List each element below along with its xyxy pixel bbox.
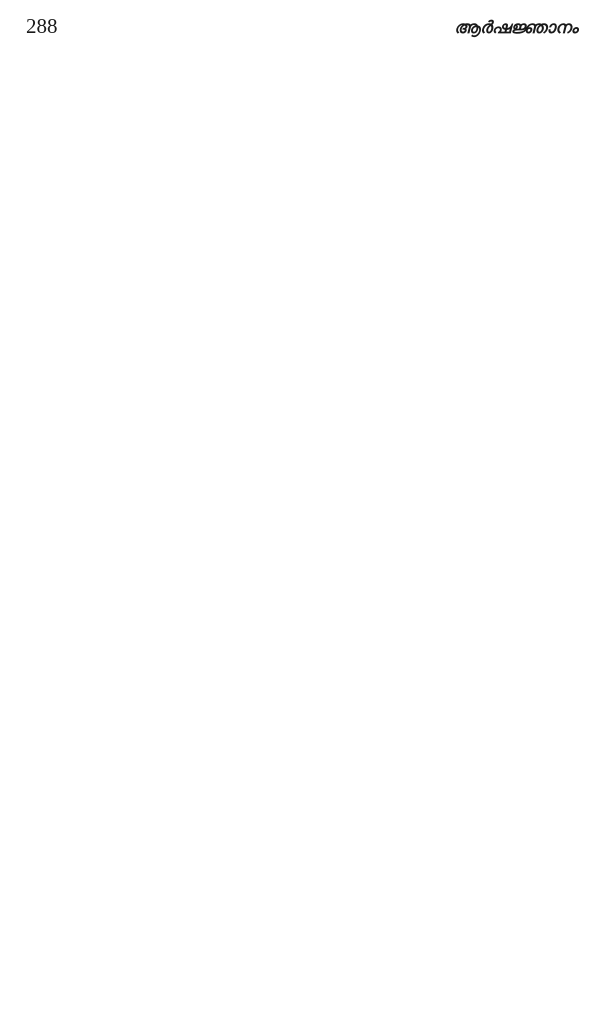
page-number: 288 (26, 14, 58, 38)
running-title: ആർഷജ്ഞാനം (454, 18, 578, 38)
page-header (26, 14, 578, 52)
